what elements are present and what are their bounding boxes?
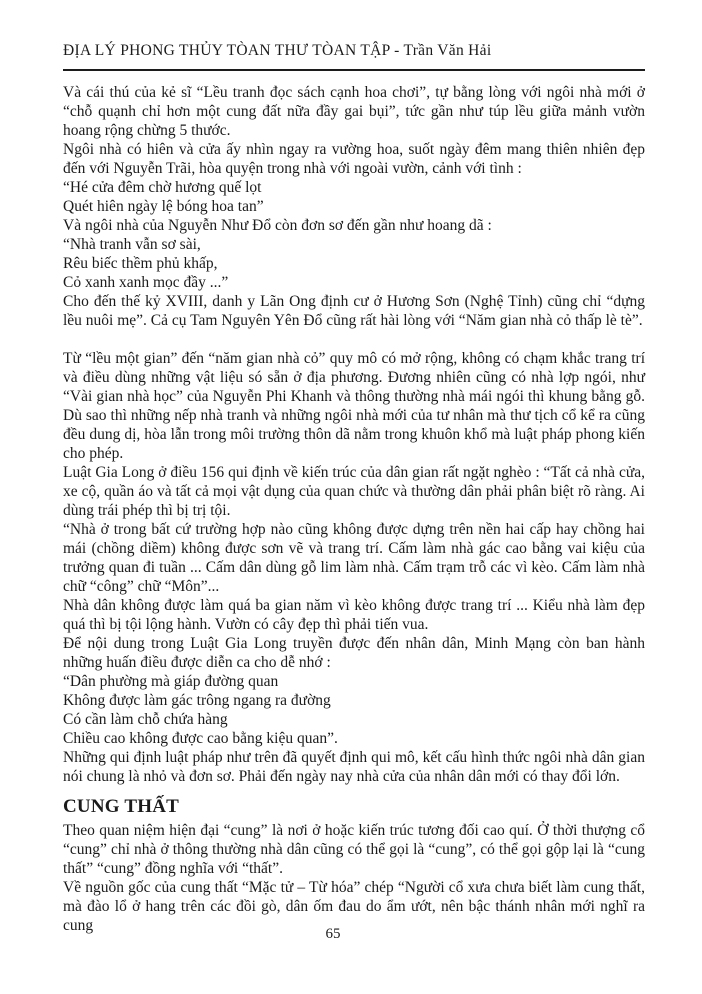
paragraph: Và cái thú của kẻ sĩ “Lều tranh đọc sách cạnh hoa chơi”, tự bằng lòng với ngôi nhà mới ở “chỗ quạnh chỉ hơn một cung đất nữa đầy gai bụi”, tức gần như túp lều giữa mảnh vườn hoang rộng chừng 5 thước. xyxy=(63,84,645,139)
header-rule xyxy=(63,69,645,71)
running-header-title: ĐỊA LÝ PHONG THỦY TÒAN THƯ TÒAN TẬP - Trần Văn Hải xyxy=(63,42,492,59)
paragraph: Cho đến thế kỷ XVIII, danh y Lãn Ong định cư ở Hương Sơn (Nghệ Tỉnh) cũng chỉ “dựng lều nuôi mẹ”. Cả cụ Tam Nguyên Yên Đổ cũng rất hài lòng với “Năm gian nhà cỏ thấp lè tè”. xyxy=(63,293,645,329)
paragraph: Nhà dân không được làm quá ba gian năm vì kèo không được trang trí ... Kiểu nhà làm đẹp quá thì bị tội lộng hành. Vườn có cây đẹp thì phải tiến vua. xyxy=(63,597,645,633)
paragraph: Về nguồn gốc của cung thất “Mặc tử – Từ hóa” chép “Người cổ xưa chưa biết làm cung thất, mà đào lổ ở hang trên các đồi gò, dân ốm đau do ẩm ướt, nên bậc thánh nhân mới nghĩ ra cung xyxy=(63,879,645,934)
paragraph: Ngôi nhà có hiên và cửa ấy nhìn ngay ra vường hoa, suốt ngày đêm mang thiên nhiên đẹp đến với Nguyễn Trãi, hòa quyện trong nhà với ngoài vườn, cảnh với tình : xyxy=(63,141,645,177)
verse-line: “Hé cửa đêm chờ hương quế lọt xyxy=(63,179,262,196)
verse-line: Quét hiên ngày lệ bóng hoa tan” xyxy=(63,198,264,215)
paragraph: Từ “lều một gian” đến “năm gian nhà cỏ” quy mô có mở rộng, không có chạm khắc trang trí và điều dùng những vật liệu só sẵn ở địa phương. Đương nhiên cũng có nhà lợp ngói, như “Vài gian nhà học” của Nguyễn Phi Khanh và thông thường nhà mái ngói thì khung bằng gỗ. Dù sao thì những nếp nhà tranh và những ngôi nhà mới của tư nhân mà thư tịch cổ kể ra cũng đều dung dị, hòa lẫn trong môi trường thôn dã nằm trong khuôn khổ mà luật pháp phong kiến cho phép. xyxy=(63,350,645,462)
section-heading: CUNG THẤT xyxy=(63,796,179,817)
verse-line: Cỏ xanh xanh mọc đầy ...” xyxy=(63,274,229,291)
paragraph: Luật Gia Long ở điều 156 qui định về kiến trúc của dân gian rất ngặt nghèo : “Tất cả nhà cửa, xe cộ, quần áo và tất cả mọi vật dụng của quan chức và thường dân phải phân biệt rõ ràng. Ai dùng trái phép thì bị trị tội. xyxy=(63,464,645,519)
page-content xyxy=(63,42,645,935)
paragraph: Và ngôi nhà của Nguyễn Như Đổ còn đơn sơ đến gần như hoang dã : xyxy=(63,217,492,234)
paragraph: Theo quan niệm hiện đại “cung” là nơi ở hoặc kiến trúc tương đối cao quí. Ở thời thượng cổ “cung” chỉ nhà ở thông thường nhà dân cũng có thể gọi là “cung”, có thể gọi gộp lại là “cung thất” “cung” đồng nghĩa với “thất”. xyxy=(63,822,645,877)
verse-line: Có cần làm chỗ chứa hàng xyxy=(63,711,228,728)
verse-line: “Dân phường mà giáp đường quan xyxy=(63,673,279,690)
paragraph: Để nội dung trong Luật Gia Long truyền được đến nhân dân, Minh Mạng còn ban hành những huấn điều được diễn ca cho dễ nhớ : xyxy=(63,635,645,671)
verse-line: “Nhà tranh vẫn sơ sài, xyxy=(63,236,201,253)
paragraph: Những qui định luật pháp như trên đã quyết định qui mô, kết cấu hình thức ngôi nhà dân gian nói chung là nhỏ và đơn sơ. Phải đến ngày nay nhà cửa của nhân dân mới có thay đổi lớn. xyxy=(63,749,645,785)
verse-line: Chiều cao không được cao bằng kiệu quan”. xyxy=(63,730,338,747)
verse-line: Không được làm gác trông ngang ra đường xyxy=(63,692,331,709)
page-body xyxy=(63,83,645,935)
verse-line: Rêu biếc thềm phủ khấp, xyxy=(63,255,218,272)
page-number: 65 xyxy=(325,926,341,942)
paragraph: “Nhà ở trong bất cứ trường hợp nào cũng không được dựng trên nền hai cấp hay chồng hai mái (chồng diềm) không được sơn vẽ và trang trí. Cấm làm nhà gác cao bằng vai kiệu của trưởng quan đi tuần ... Cấm dân dùng gỗ lim làm nhà. Cấm trạm trỗ các vì kèo. Cấm làm nhà chữ “công” chữ “Môn”... xyxy=(63,521,645,595)
